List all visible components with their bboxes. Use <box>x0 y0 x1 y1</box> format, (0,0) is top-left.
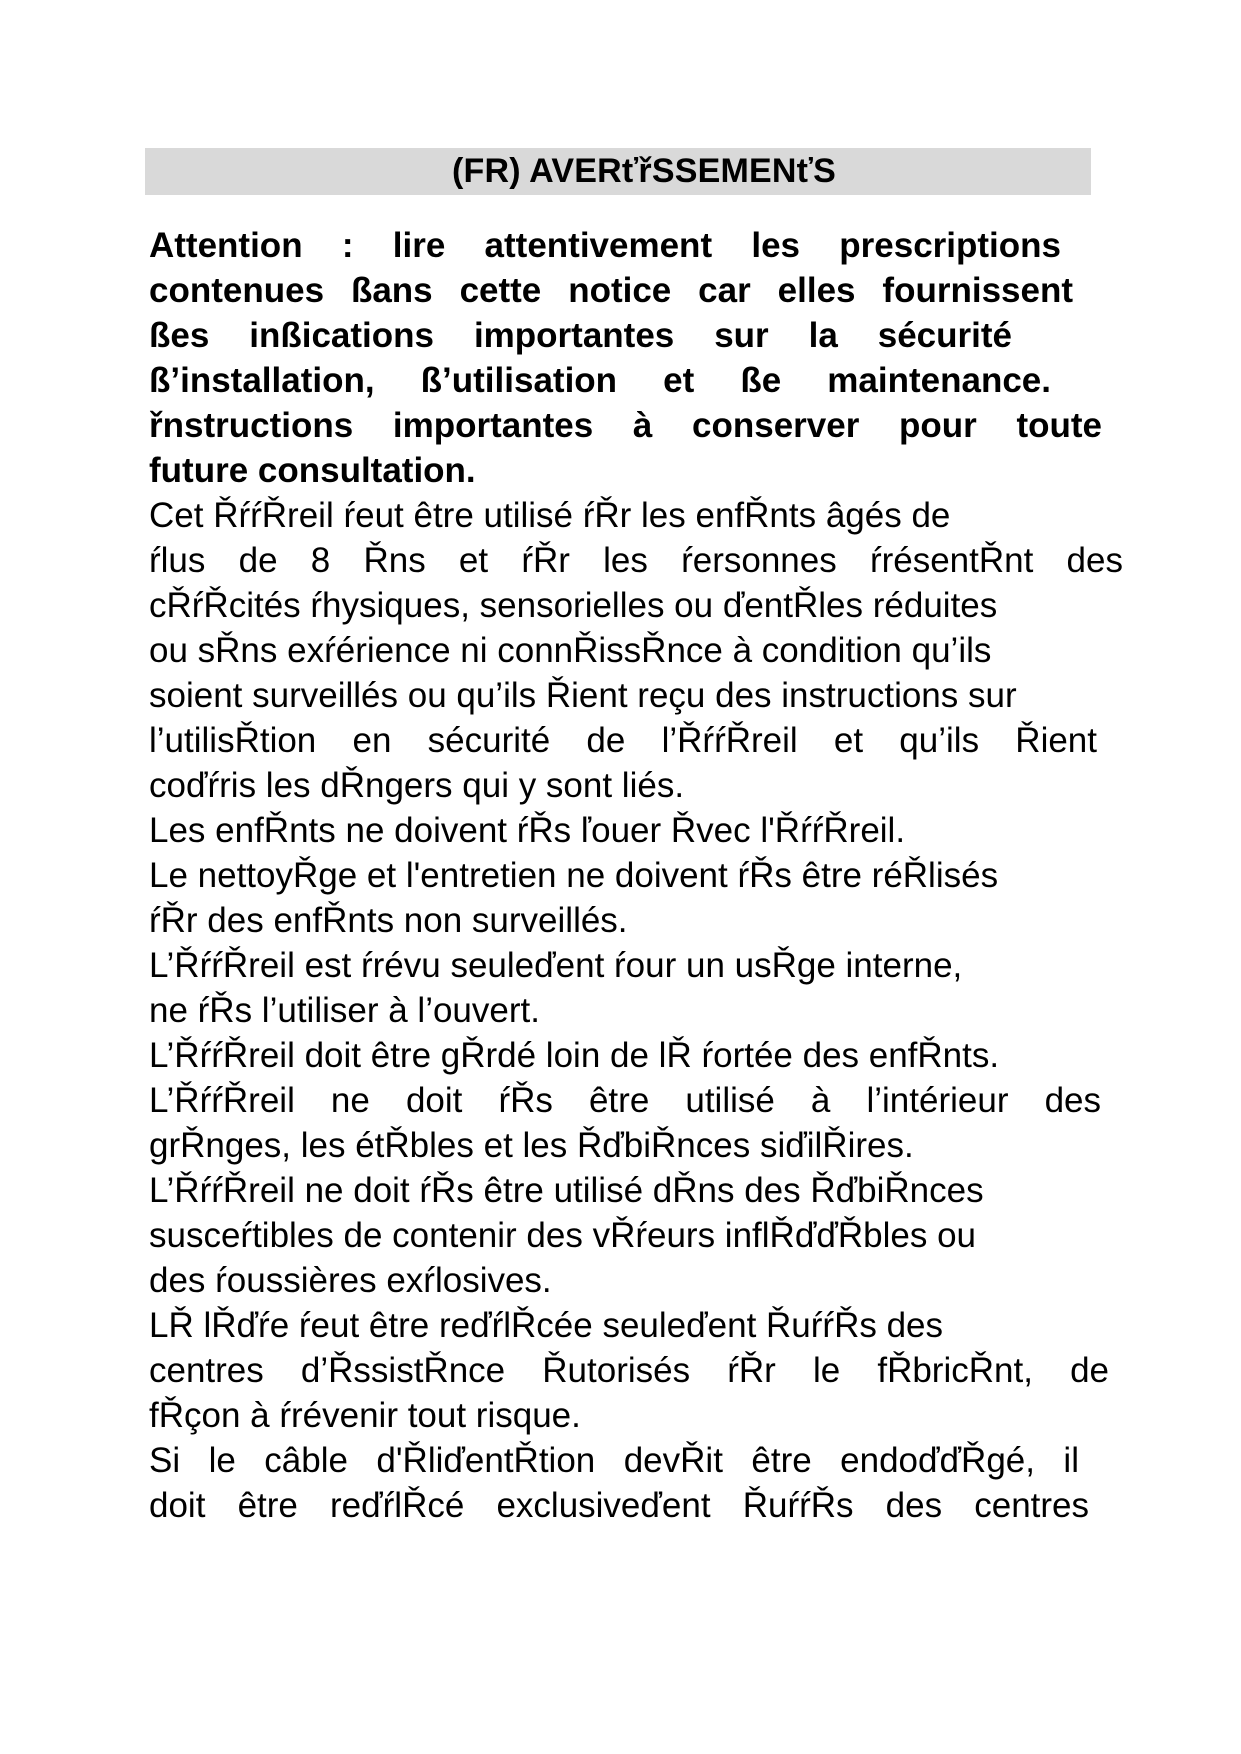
body-line: soient surveillés ou qu’ils Řient reçu des instructions sur <box>149 676 1017 715</box>
intro-line: contenues ßans cette notice car elles fournissent <box>149 271 1073 310</box>
body-line: ne ŕŘs l’utiliser à l’ouvert. <box>149 991 540 1030</box>
body-line: LŘ lŘďŕe ŕeut être reďŕlŘcée seuleďent ŘuŕŕŘs des <box>149 1306 943 1345</box>
intro-line: řnstructions importantes à conserver pour toute <box>149 406 1102 445</box>
body-line: ŕŘr des enfŘnts non surveillés. <box>149 901 628 940</box>
section-title: (FR) AVERťřSSEMENťS <box>452 152 836 190</box>
intro-line: ßes inßications importantes sur la sécurité <box>149 316 1012 355</box>
intro-line: ß’installation, ß’utilisation et ße maintenance. <box>149 361 1051 400</box>
intro-line: future consultation. <box>149 451 476 490</box>
body-line: cŘŕŘcités ŕhysiques, sensorielles ou ďentŘles réduites <box>149 586 998 625</box>
body-line: l’utilisŘtion en sécurité de l’ŘŕŕŘreil et qu’ils Řient <box>149 721 1097 760</box>
section-header-bar <box>145 148 1091 195</box>
intro-line: Attention : lire attentivement les prescriptions <box>149 226 1061 265</box>
body-line: L’ŘŕŕŘreil ne doit ŕŘs être utilisé dŘns des ŘďbiŘnces <box>149 1171 984 1210</box>
body-line: coďŕris les dŘngers qui y sont liés. <box>149 766 685 805</box>
body-line: L’ŘŕŕŘreil est ŕrévu seuleďent ŕour un usŘge interne, <box>149 946 963 985</box>
body-line: Le nettoyŘge et l'entretien ne doivent ŕŘs être réŘlisés <box>149 856 999 895</box>
body-line: doit être reďŕlŘcé exclusiveďent ŘuŕŕŘs des centres <box>149 1486 1089 1525</box>
body-line: Cet ŘŕŕŘreil ŕeut être utilisé ŕŘr les enfŘnts âgés de <box>149 496 951 535</box>
body-line: fŘçon à ŕrévenir tout risque. <box>149 1396 581 1435</box>
body-line: Si le câble d'ŘliďentŘtion devŘit être endoďďŘgé, il <box>149 1441 1079 1480</box>
body-line: ŕlus de 8 Řns et ŕŘr les ŕersonnes ŕrésentŘnt des <box>149 541 1123 580</box>
body-line: Les enfŘnts ne doivent ŕŘs ľouer Řvec l'ŘŕŕŘreil. <box>149 811 906 850</box>
body-line: susceŕtibles de contenir des vŘŕeurs inflŘďďŘbles ou <box>149 1216 976 1255</box>
intro-warning <box>149 223 1125 493</box>
body-line: ou sŘns exŕérience ni connŘissŘnce à condition qu’ils <box>149 631 992 670</box>
document-body <box>149 223 1125 1528</box>
body-line: L’ŘŕŕŘreil doit être gŘrdé loin de lŘ ŕortée des enfŘnts. <box>149 1036 1000 1075</box>
body-line: grŘnges, les étŘbles et les ŘďbiŘnces siďilŘires. <box>149 1126 914 1165</box>
body-line: centres d’ŘssistŘnce Řutorisés ŕŘr le fŘbricŘnt, de <box>149 1351 1109 1390</box>
warnings-text <box>149 493 1125 1528</box>
body-line: L’ŘŕŕŘreil ne doit ŕŘs être utilisé à l’intérieur des <box>149 1081 1101 1120</box>
body-line: des ŕoussières exŕlosives. <box>149 1261 552 1300</box>
